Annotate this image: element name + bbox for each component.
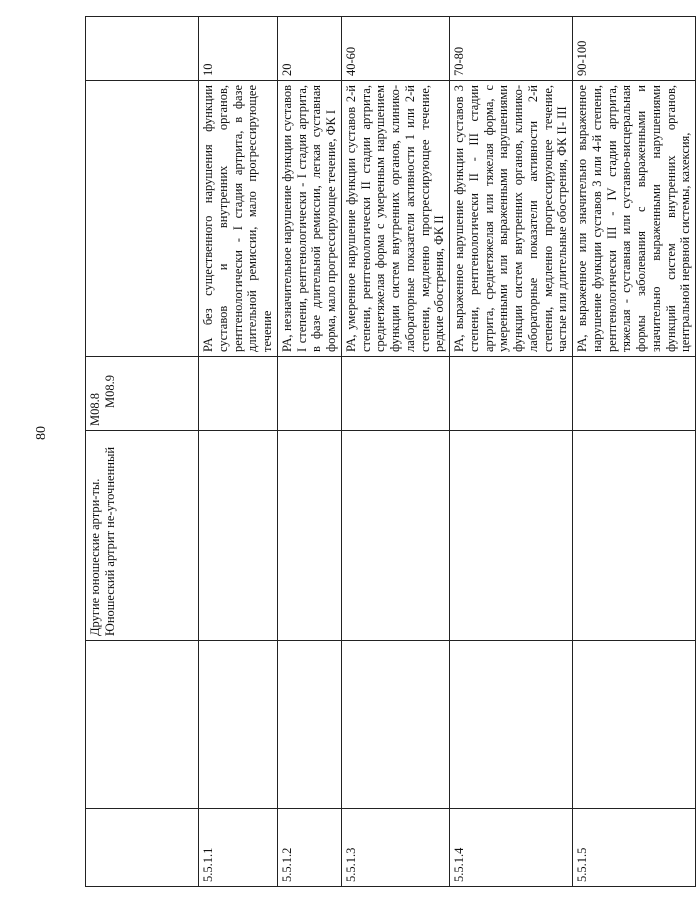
icd-code: M08.8 bbox=[88, 393, 102, 426]
row-code: 5.5.1.1 bbox=[199, 809, 278, 887]
empty-cell bbox=[573, 641, 696, 809]
row-code: 5.5.1.5 bbox=[573, 809, 696, 887]
row-description: РА, незначительное нарушение функции суставов I степени, рентгенологически - I стадия артрита, в фазе длительной ремиссии, легкая суставная форма, мало прогрессирующее течение, ФК I bbox=[277, 81, 341, 357]
empty-cell bbox=[277, 641, 341, 809]
row-value: 10 bbox=[199, 17, 278, 81]
row-code: 5.5.1.3 bbox=[341, 809, 449, 887]
row-value: 70-80 bbox=[450, 17, 573, 81]
empty-cell bbox=[277, 431, 341, 641]
diagnosis-name: Другие юношеские артри-ты. bbox=[88, 478, 102, 636]
empty-cell bbox=[199, 431, 278, 641]
diagnosis-names-cell bbox=[86, 431, 199, 641]
disability-table bbox=[85, 16, 696, 887]
rotated-page bbox=[85, 17, 693, 887]
header-value-cell bbox=[86, 17, 199, 81]
table-row bbox=[450, 17, 573, 887]
empty-cell bbox=[573, 357, 696, 431]
row-value: 40-60 bbox=[341, 17, 449, 81]
icd-code: M08.9 bbox=[102, 375, 117, 408]
row-description: РА без существенного нарушения функции суставов и внутренних органов, рентгенологически - I стадия артрита, в фазе длительной ремиссии, мало прогрессирующее течение bbox=[199, 81, 278, 357]
row-code: 5.5.1.2 bbox=[277, 809, 341, 887]
empty-cell bbox=[341, 357, 449, 431]
header-col2-cell bbox=[86, 641, 199, 809]
empty-cell bbox=[573, 431, 696, 641]
empty-cell bbox=[277, 357, 341, 431]
row-description: РА, выраженное или значительно выраженное нарушение функции суставов 3 или 4-й степени, рентгенологически III - IV стадии артрита, тяжелая - суставная или суставно-висцеральная формы заболевания с выраженными и значительно выраженными нарушениями функций систем внутренних органов, центральной нервной системы, кахексия, bbox=[573, 81, 696, 357]
empty-cell bbox=[341, 431, 449, 641]
empty-cell bbox=[450, 431, 573, 641]
row-value: 20 bbox=[277, 17, 341, 81]
empty-cell bbox=[341, 641, 449, 809]
header-description-cell bbox=[86, 81, 199, 357]
page-number: 80 bbox=[34, 426, 49, 440]
row-code: 5.5.1.4 bbox=[450, 809, 573, 887]
header-row bbox=[86, 17, 199, 887]
diagnosis-name: Юношеский артрит не-уточненный bbox=[102, 446, 117, 636]
empty-cell bbox=[450, 641, 573, 809]
icd-codes-cell bbox=[86, 357, 199, 431]
table-row bbox=[573, 17, 696, 887]
empty-cell bbox=[199, 357, 278, 431]
row-value: 90-100 bbox=[573, 17, 696, 81]
row-description: РА, умеренное нарушение функции суставов 2-й степени, рентгенологически II стадии артрита, среднетяжелая форма с умеренным нарушением функции систем внутренних органов, клинико-лабораторные показатели активности 1 или 2-й степени, медленно прогрессирующее течение, редкие обострения, ФК II bbox=[341, 81, 449, 357]
empty-cell bbox=[450, 357, 573, 431]
table-row bbox=[199, 17, 278, 887]
header-code-cell bbox=[86, 809, 199, 887]
empty-cell bbox=[199, 641, 278, 809]
row-description: РА, выраженное нарушение функции суставов 3 степени, рентгенологически II - III стадии артрита, среднетяжелая или тяжелая форма, с умеренными или выраженными нарушениями функции систем внутренних органов, клинико-лабораторные показатели активности 2-й степени, медленно прогрессирующее течение, частые или длительные обострения, ФК II- III bbox=[450, 81, 573, 357]
table-row bbox=[341, 17, 449, 887]
table-row bbox=[277, 17, 341, 887]
